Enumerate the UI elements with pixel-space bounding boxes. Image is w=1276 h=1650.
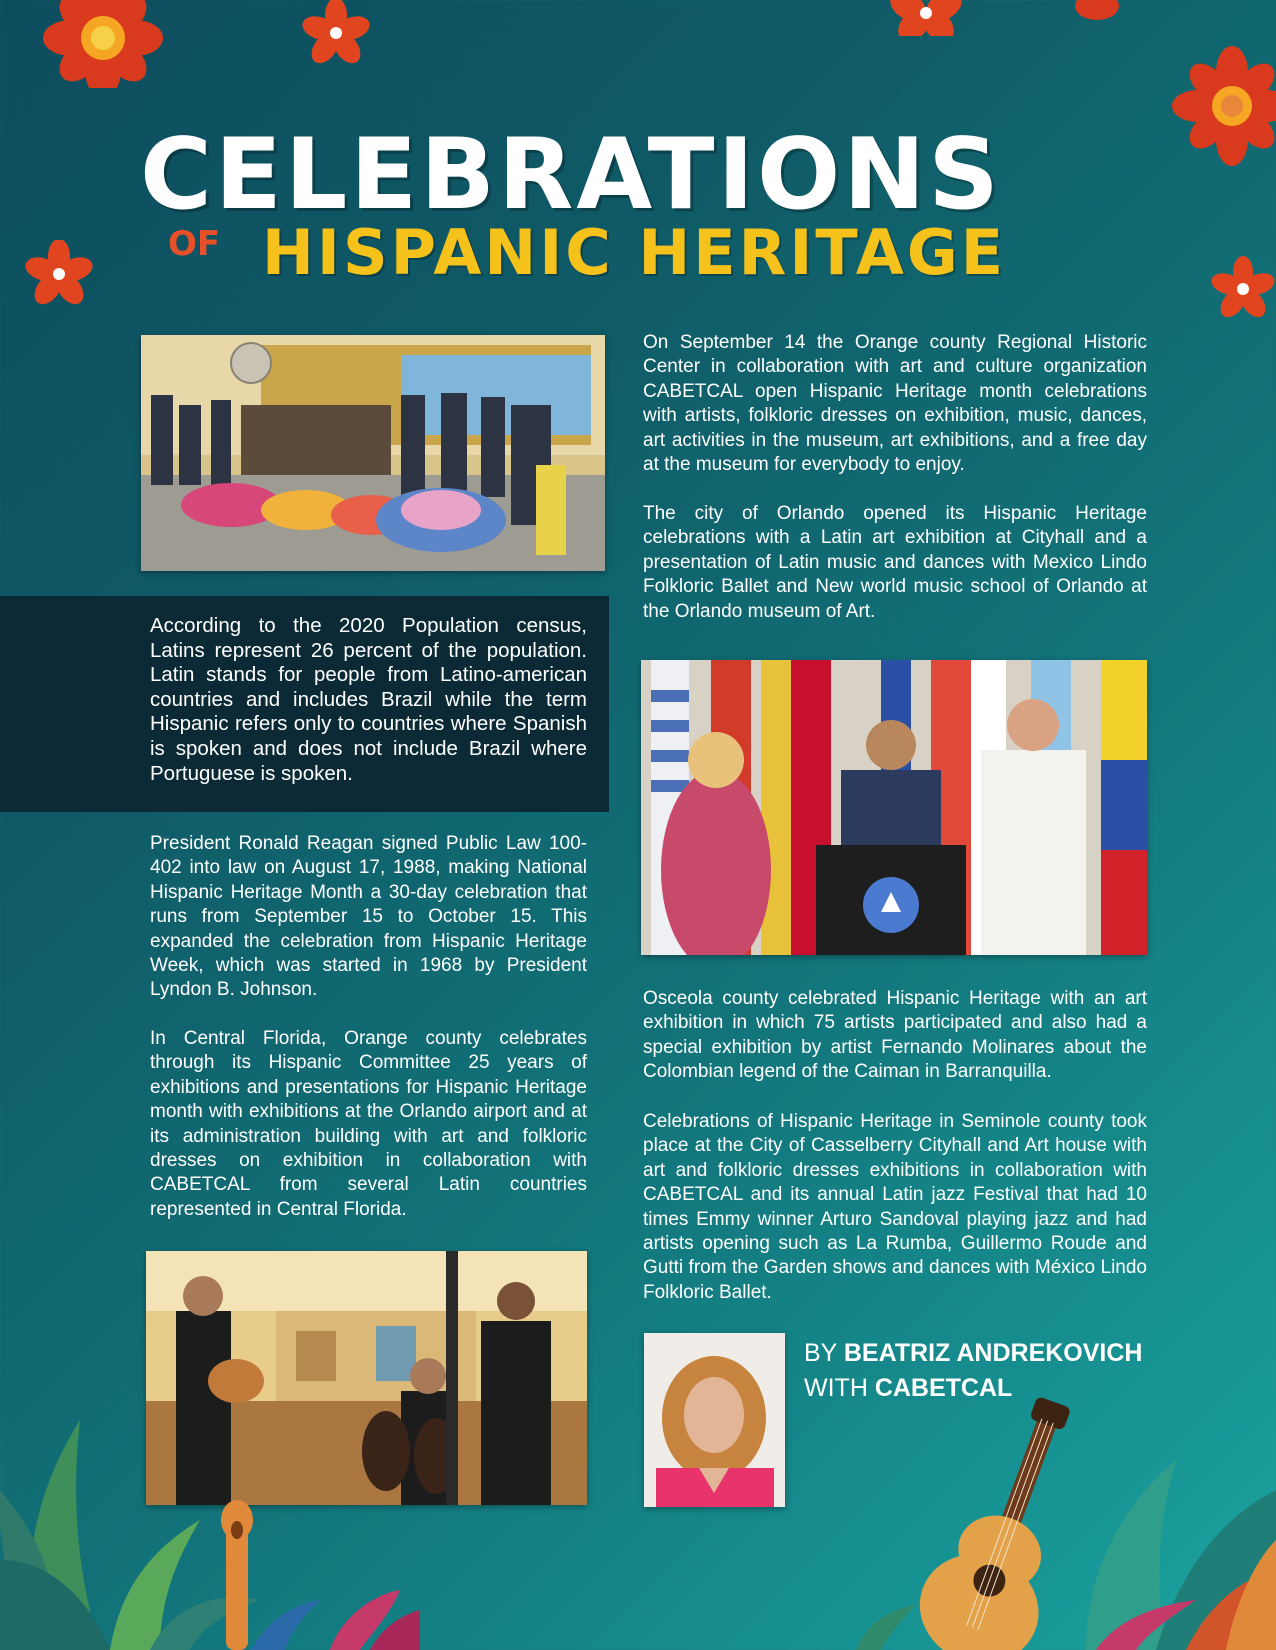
orlando-paragraph: The city of Orlando opened its Hispanic Heritage celebrations with a Latin art exhibition at Cityhall and a presentation of Latin music and dances with Mexico Lindo Folkloric Ballet and New world music school of Orlando at the Orlando museum of Art.	[643, 503, 1147, 622]
osceola-paragraph: Osceola county celebrated Hispanic Heritage with an art exhibition in which 75 artists participated and also had a special exhibition by artist Fernando Molinares about the Colombian legend of the Caiman in Barranquilla.	[643, 988, 1147, 1083]
census-paragraph: According to the 2020 Population census, Latins represent 26 percent of the population. Latin stands for people from Latino-american countries and includes Brazil while the term Hispanic refers only to countries where Spanish is spoken and does not include Brazil where Portuguese is spoken.	[150, 614, 587, 785]
title-of: OF	[168, 224, 221, 264]
reagan-paragraph: President Ronald Reagan signed Public Law 100-402 into law on August 17, 1988, making National Hispanic Heritage Month a 30-day celebration that runs from September 15 to October 15. This expanded the celebration from Hispanic Heritage Week, which was started in 1968 by President Lyndon B. Johnson.	[150, 833, 587, 1001]
byline-with: WITH	[804, 1374, 868, 1402]
flower-decoration-icon	[1072, 0, 1122, 22]
author-portrait	[644, 1333, 785, 1507]
seminole-paragraph: Celebrations of Hispanic Heritage in Seminole county took place at the City of Casselberry Cityhall and Art house with art and folkloric dresses exhibitions in collaboration with CABETCAL and its annual Latin jazz Festival that had 10 times Emmy winner Arturo Sandoval playing jazz and had artists opening such as La Rumba, Guillermo Roude and Gutti from the Garden shows and dances with México Lindo Folkloric Ballet.	[643, 1111, 1147, 1303]
organization-name: CABETCAL	[874, 1374, 1013, 1402]
guitar-decoration-icon	[856, 1390, 1276, 1650]
podium-photo-with-flags	[641, 660, 1147, 955]
flower-decoration-icon	[24, 240, 94, 308]
foliage-decoration-icon	[0, 1360, 420, 1650]
flower-decoration-icon	[38, 0, 168, 88]
central-florida-paragraph: In Central Florida, Orange county celebrates through its Hispanic Committee 25 years of exhibitions and presentations for Hispanic Heritage month with exhibitions at the Orlando airport and at its administration building with art and folkloric dresses on exhibition in collaboration with CABETCAL from several Latin countries represented in Central Florida.	[150, 1028, 587, 1220]
orange-county-paragraph: On September 14 the Orange county Regional Historic Center in collaboration with art and culture organization CABETCAL open Hispanic Heritage month celebrations with artists, folkloric dresses on exhibition, music, dances, art activities in the museum, art exhibitions, and a free day at the museum for everybody to enjoy.	[643, 332, 1147, 476]
page-subtitle: HISPANIC HERITAGE	[262, 216, 1007, 289]
page-title: CELEBRATIONS	[140, 118, 1002, 232]
group-photo-folkloric-dresses	[141, 335, 605, 571]
author-name: BEATRIZ ANDREKOVICH	[843, 1339, 1143, 1367]
flower-decoration-icon	[886, 0, 966, 36]
byline-by: BY	[804, 1339, 837, 1367]
flower-decoration-icon	[1172, 46, 1276, 166]
flower-decoration-icon	[1210, 256, 1276, 322]
flower-decoration-icon	[300, 0, 372, 66]
